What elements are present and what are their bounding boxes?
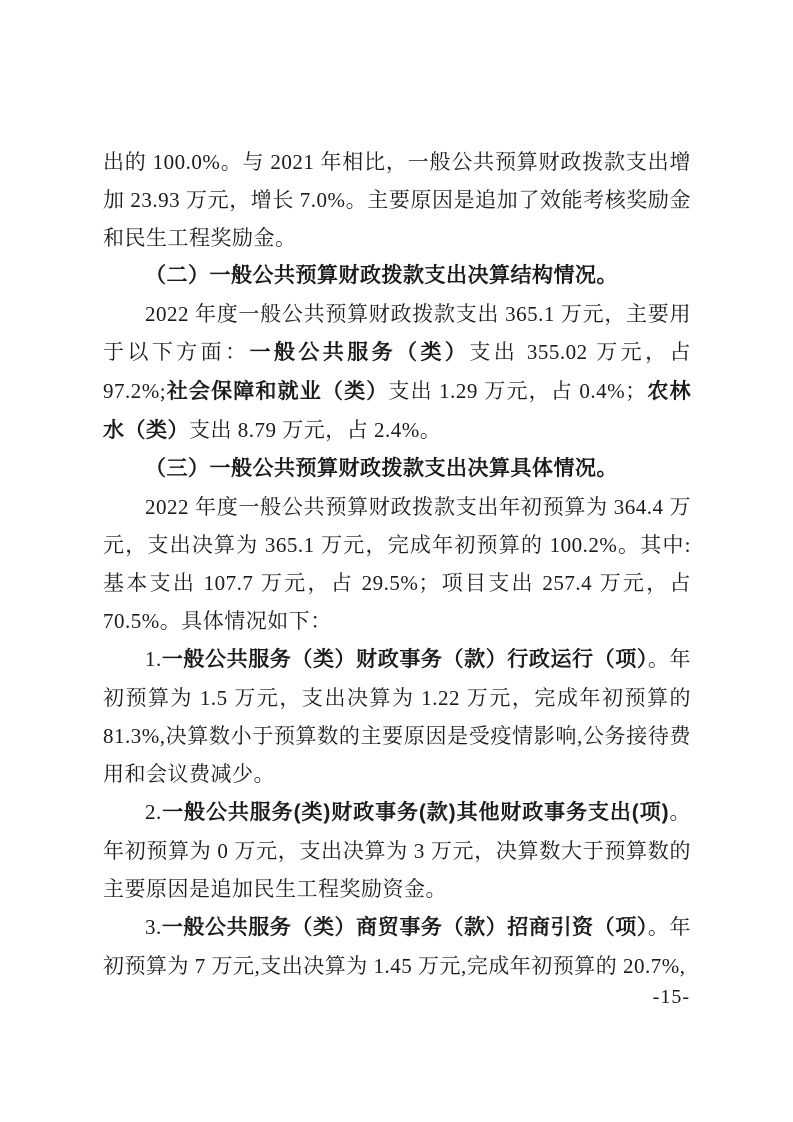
text-segment: 。年初预算为 7 万元,支出决算为 1.45 万元,完成年初预算的 20.7%, (103, 915, 692, 978)
paragraph (103, 295, 691, 450)
paragraph (103, 908, 691, 985)
text-segment: 出的 100.0%。与 2021 年相比，一般公共预算财政拨款支出增加 23.93 万元，增长 7.0%。主要原因是追加了效能考核奖励金和民生工程奖励金。 (103, 150, 691, 250)
text-segment: 支出 355.02 万元，占 97.2%; (103, 340, 692, 403)
bold-text-segment: 一般公共服务（类）商贸事务（款）招商引资（项） (161, 916, 648, 939)
paragraph (103, 640, 691, 793)
text-segment: 3. (145, 915, 162, 939)
text-segment: 。年初预算为 1.5 万元，支出决算为 1.22 万元，完成年初预算的 81.3%,决算数小于预算数的主要原因是受疫情影响,公务接待费用和会议费减少。 (103, 647, 692, 786)
section-heading (103, 450, 691, 488)
bold-text-segment: 一般公共服务（类） (249, 341, 470, 364)
paragraph (103, 143, 691, 257)
bold-text-segment: 社会保障和就业（类） (166, 380, 389, 403)
bold-text-segment: （三）一般公共预算财政拨款支出决算具体情况。 (145, 457, 618, 480)
text-segment: 支出 1.29 万元，占 0.4%； (388, 379, 647, 403)
paragraph (103, 488, 691, 640)
document-body (103, 143, 691, 985)
text-segment: 。年初预算为 0 万元，支出决算为 3 万元，决算数大于预算数的主要原因是追加民生工程奖励资金。 (103, 800, 691, 901)
paragraph (103, 793, 691, 908)
section-heading (103, 257, 691, 295)
text-segment: 2022 年度一般公共预算财政拨款支出年初预算为 364.4 万元，支出决算为 365.1 万元，完成年初预算的 100.2%。其中:基本支出 107.7 万元，占 29.5%；项目支出 257.4 万元，占 70.5%。具体情况如下： (103, 495, 691, 633)
text-segment: 1. (145, 647, 162, 671)
bold-text-segment: 一般公共服务(类)财政事务(款)其他财政事务支出(项) (161, 801, 670, 824)
text-segment: 支出 8.79 万元，占 2.4%。 (189, 418, 442, 442)
page-number: -15- (652, 986, 690, 1008)
text-segment: 2. (145, 800, 162, 824)
bold-text-segment: 一般公共服务（类）财政事务（款）行政运行（项） (161, 648, 648, 671)
bold-text-segment: （二）一般公共预算财政拨款支出决算结构情况。 (145, 264, 618, 287)
bold-text-segment: 农林水（类） (103, 380, 692, 442)
text-segment: 2022 年度一般公共预算财政拨款支出 365.1 万元，主要用于以下方面： (103, 302, 691, 364)
